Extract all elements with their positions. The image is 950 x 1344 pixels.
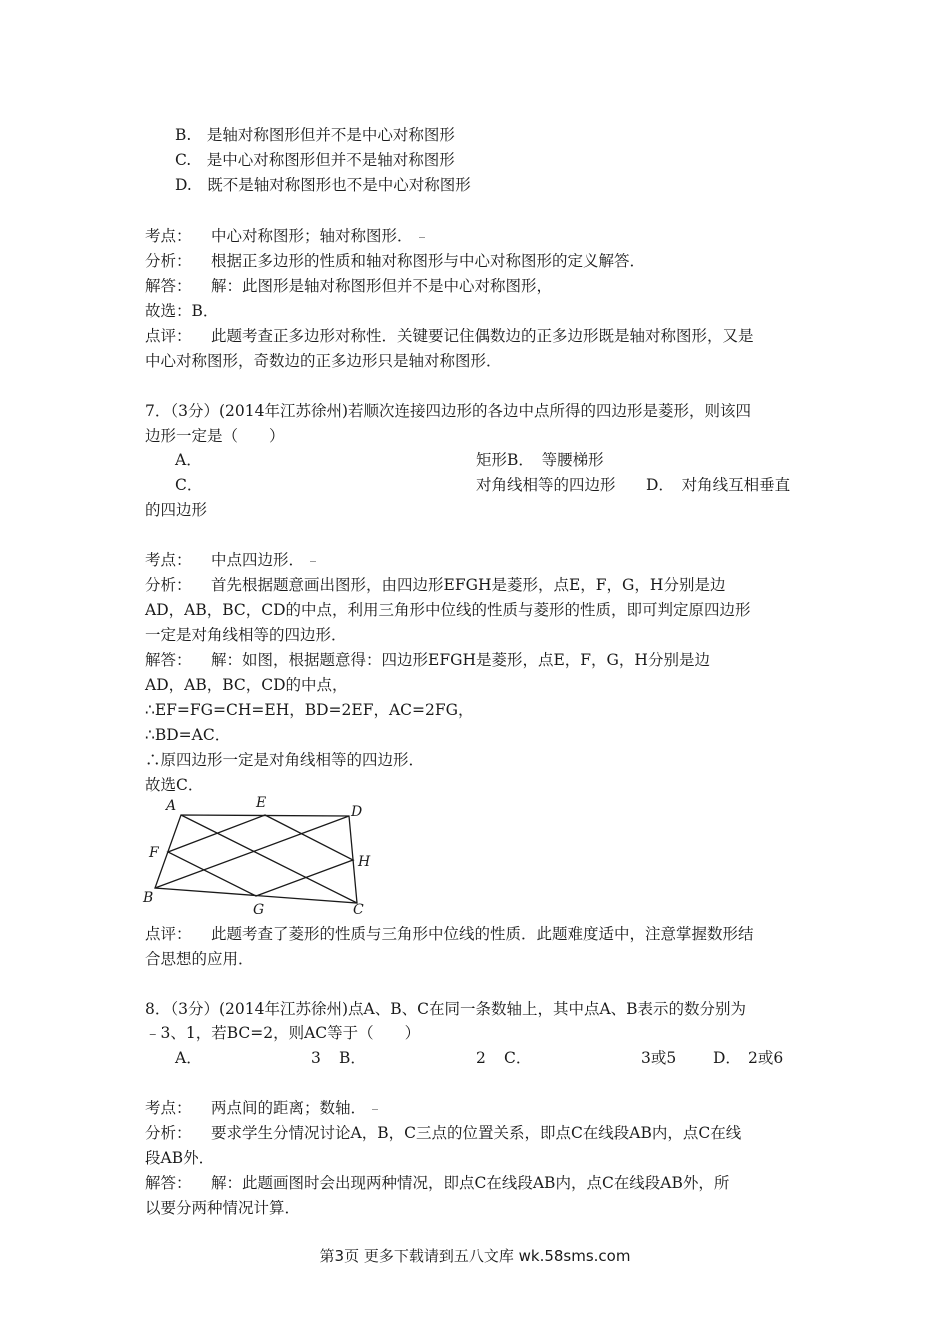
page-footer: 第3页 更多下载请到五八文库 wk.58sms.com bbox=[319, 1247, 631, 1265]
q8-option-b-value: 2 bbox=[476, 1049, 486, 1067]
label-h: H bbox=[358, 854, 371, 870]
q7-stem-cont: 边形一定是（ ） bbox=[145, 427, 285, 445]
label-c: C bbox=[353, 902, 364, 918]
q7-jieda-4: ∴BD=AC． bbox=[145, 726, 231, 744]
q7-option-a-text: 矩形 bbox=[476, 451, 508, 469]
q8-option-d: D． bbox=[713, 1049, 741, 1067]
q6-option-d: D. 既不是轴对称图形也不是中心对称图形 bbox=[175, 176, 471, 194]
label-g: G bbox=[253, 902, 265, 918]
fenxi-label: 分析： bbox=[145, 576, 192, 594]
q7-dianping-cont: 合思想的应用． bbox=[145, 950, 254, 968]
jieda-text: 解：此题画图时会出现两种情况，即点C在线段AB内，点C在线段AB外，所 bbox=[211, 1174, 730, 1192]
q8-option-a: A． bbox=[175, 1049, 202, 1067]
label-d: D bbox=[351, 804, 363, 820]
q8-fenxi-2: 段AB外． bbox=[145, 1149, 215, 1167]
q6-guxuan: 故选：B． bbox=[145, 302, 219, 320]
fenxi-text: 要求学生分情况讨论A，B，C三点的位置关系，即点C在线段AB内，点C在线 bbox=[211, 1124, 742, 1142]
q6-option-c: C. 是中心对称图形但并不是轴对称图形 bbox=[175, 151, 455, 169]
q7-stem: 7．（3分）(2014年江苏徐州)若顺次连接四边形的各边中点所得的四边形是菱形，则该四 bbox=[145, 402, 752, 420]
jieda-text: 解：如图，根据题意得：四边形EFGH是菱形，点E，F，G，H分别是边 bbox=[211, 651, 710, 669]
q7-option-d: D． 对角线互相垂直 bbox=[646, 476, 791, 494]
label-e: E bbox=[256, 795, 267, 811]
rhombus-efgh bbox=[168, 815, 353, 896]
q7-jieda-3: ∴EF=FG=CH=EH，BD=2EF，AC=2FG， bbox=[145, 701, 474, 719]
dianping-text: 此题考查正多边形对称性．关键要记住偶数边的正多边形既是轴对称图形，又是 bbox=[211, 327, 754, 345]
label-a: A bbox=[166, 798, 177, 814]
q8-option-d-value: 2或6 bbox=[748, 1049, 784, 1067]
q8-option-c: C． bbox=[504, 1049, 532, 1067]
jieda-label: 解答： bbox=[145, 1174, 192, 1192]
kaodian-text: 中点四边形． bbox=[211, 551, 305, 569]
q6-kaodian bbox=[145, 225, 425, 247]
quad-abcd bbox=[155, 815, 357, 903]
q8-jieda-2: 以要分两种情况计算． bbox=[145, 1199, 301, 1217]
q6-dianping bbox=[145, 325, 754, 347]
q8-kaodian bbox=[145, 1097, 378, 1119]
q8-jieda bbox=[145, 1172, 729, 1194]
q7-fenxi-2: AD，AB，BC，CD的中点，利用三角形中位线的性质与菱形的性质，即可判定原四边形 bbox=[145, 601, 751, 619]
dianping-label: 点评： bbox=[145, 327, 192, 345]
dianping-label: 点评： bbox=[145, 925, 192, 943]
q6-option-b: B. 是轴对称图形但并不是中心对称图形 bbox=[175, 126, 455, 144]
q7-option-c-label: C． bbox=[175, 476, 203, 494]
q7-option-a-label: A． bbox=[175, 451, 202, 469]
q7-fenxi-3: 一定是对角线相等的四边形． bbox=[145, 626, 347, 644]
q7-option-d-cont: 的四边形 bbox=[145, 501, 208, 519]
kaodian-text: 中心对称图形；轴对称图形． bbox=[211, 227, 413, 245]
q7-jieda-2: AD，AB，BC，CD的中点， bbox=[145, 676, 348, 694]
kaodian-text: 两点间的距离；数轴． bbox=[211, 1099, 367, 1117]
q7-option-c: 对角线相等的四边形 bbox=[476, 476, 616, 494]
q7-dianping bbox=[145, 923, 754, 945]
q7-jieda bbox=[145, 649, 710, 671]
q8-stem-cont: ﹣3、1，若BC=2，则AC等于（ ） bbox=[145, 1024, 421, 1042]
q8-fenxi bbox=[145, 1122, 741, 1144]
label-b: B bbox=[143, 890, 154, 906]
q7-fenxi bbox=[145, 574, 725, 596]
jieda-text: 解：此图形是轴对称图形但并不是中心对称图形， bbox=[211, 277, 553, 295]
quadrilateral-figure bbox=[140, 790, 380, 920]
q7-kaodian bbox=[145, 549, 316, 571]
diagonal-ac bbox=[181, 815, 357, 903]
label-f: F bbox=[149, 845, 159, 861]
q7-option-b: B． 等腰梯形 bbox=[507, 451, 604, 469]
q7-guxuan: 故选C． bbox=[145, 776, 204, 794]
fenxi-label: 分析： bbox=[145, 1124, 192, 1142]
q7-jieda-5: ∴原四边形一定是对角线相等的四边形． bbox=[145, 751, 425, 769]
q6-fenxi bbox=[145, 250, 645, 272]
dianping-text: 此题考查了菱形的性质与三角形中位线的性质．此题难度适中，注意掌握数形结 bbox=[211, 925, 754, 943]
kaodian-label: 考点： bbox=[145, 1099, 192, 1117]
fenxi-text: 根据正多边形的性质和轴对称图形与中心对称图形的定义解答． bbox=[211, 252, 646, 270]
q8-option-a-value: 3 bbox=[311, 1049, 321, 1067]
jieda-label: 解答： bbox=[145, 277, 192, 295]
fenxi-label: 分析： bbox=[145, 252, 192, 270]
q8-option-c-value: 3或5 bbox=[641, 1049, 677, 1067]
jieda-label: 解答： bbox=[145, 651, 192, 669]
q8-option-b: B． bbox=[339, 1049, 366, 1067]
kaodian-label: 考点： bbox=[145, 551, 192, 569]
kaodian-label: 考点： bbox=[145, 227, 192, 245]
q6-dianping-cont: 中心对称图形，奇数边的正多边形只是轴对称图形． bbox=[145, 352, 502, 370]
diagonal-bd bbox=[155, 816, 349, 888]
q7-option-a bbox=[476, 449, 604, 471]
q8-stem: 8．（3分）(2014年江苏徐州)点A、B、C在同一条数轴上，其中点A、B表示的数分别为 bbox=[145, 1000, 747, 1018]
fenxi-text: 首先根据题意画出图形，由四边形EFGH是菱形，点E，F，G，H分别是边 bbox=[211, 576, 726, 594]
q6-jieda bbox=[145, 275, 552, 297]
